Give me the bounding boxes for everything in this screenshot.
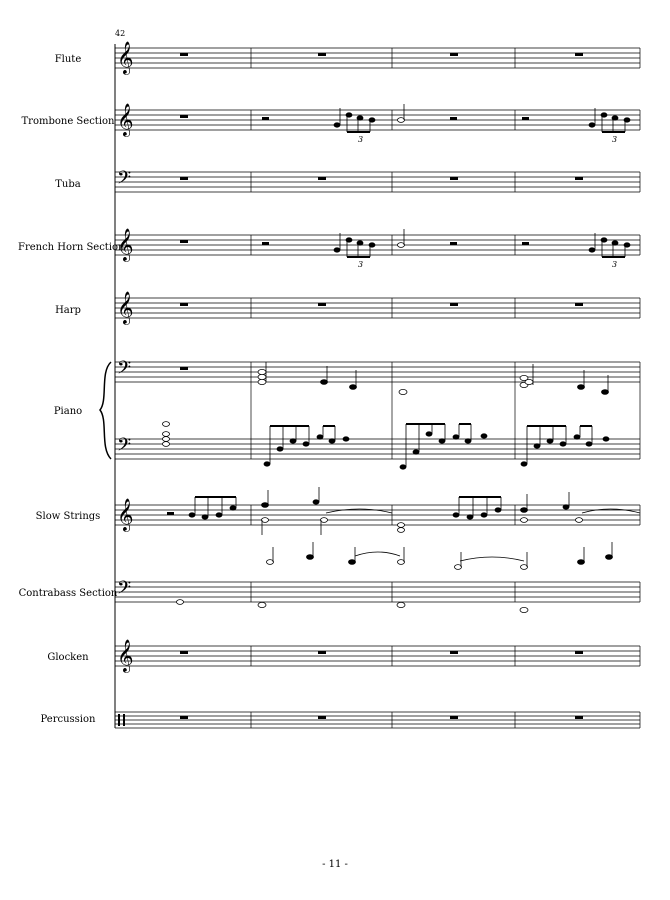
measure-number: 42 [115, 29, 126, 38]
piano-lower-notes [163, 422, 610, 470]
bass-clef-tuba: 𝄢 [117, 168, 132, 193]
staff-french-horn [115, 235, 640, 255]
trombone-figures [334, 104, 630, 132]
instrument-label-french-horn: French Horn Section [18, 242, 125, 253]
tuplet-mark-horn-1: 3 [358, 260, 364, 269]
instrument-label-contrabass: Contrabass Section [18, 588, 118, 599]
staff-glocken [115, 646, 640, 666]
instrument-label-glocken: Glocken [47, 652, 89, 663]
instrument-label-flute: Flute [54, 54, 82, 65]
instrument-label-percussion: Percussion [40, 714, 96, 725]
bass-clef-piano-upper: 𝄢 [117, 358, 132, 383]
treble-clef-harp: 𝄞 [117, 291, 134, 324]
staff-harp [115, 298, 640, 318]
percussion-clef [118, 714, 120, 726]
treble-clef-glocken: 𝄞 [117, 639, 134, 672]
staff-piano-upper [115, 362, 640, 382]
piano-brace [100, 362, 111, 459]
staff-contrabass [115, 582, 640, 602]
staff-tuba [115, 172, 640, 192]
instrument-label-piano: Piano [53, 406, 83, 417]
instrument-label-tuba: Tuba [55, 179, 81, 190]
treble-clef-strings: 𝄞 [117, 498, 134, 531]
tuplet-mark-trombone-1: 3 [358, 135, 364, 144]
page-number: - 11 - [322, 859, 348, 870]
tuplet-mark-trombone-2: 3 [612, 135, 618, 144]
instrument-label-harp: Harp [55, 305, 81, 316]
staff-flute [115, 48, 640, 68]
horn-figures [334, 229, 630, 257]
treble-clef-trombone: 𝄞 [117, 103, 134, 136]
instrument-label-slow-strings: Slow Strings [35, 511, 101, 522]
treble-clef-flute: 𝄞 [117, 41, 134, 74]
treble-clef-horn: 𝄞 [117, 228, 134, 261]
bass-clef-piano-lower: 𝄢 [117, 435, 132, 460]
staff-percussion [115, 712, 640, 728]
bass-clef-contrabass: 𝄢 [117, 578, 132, 603]
staff-trombone [115, 110, 640, 130]
slow-strings-notes [189, 487, 640, 535]
instrument-label-trombone: Trombone Section [21, 116, 115, 127]
tuplet-mark-horn-2: 3 [612, 260, 618, 269]
